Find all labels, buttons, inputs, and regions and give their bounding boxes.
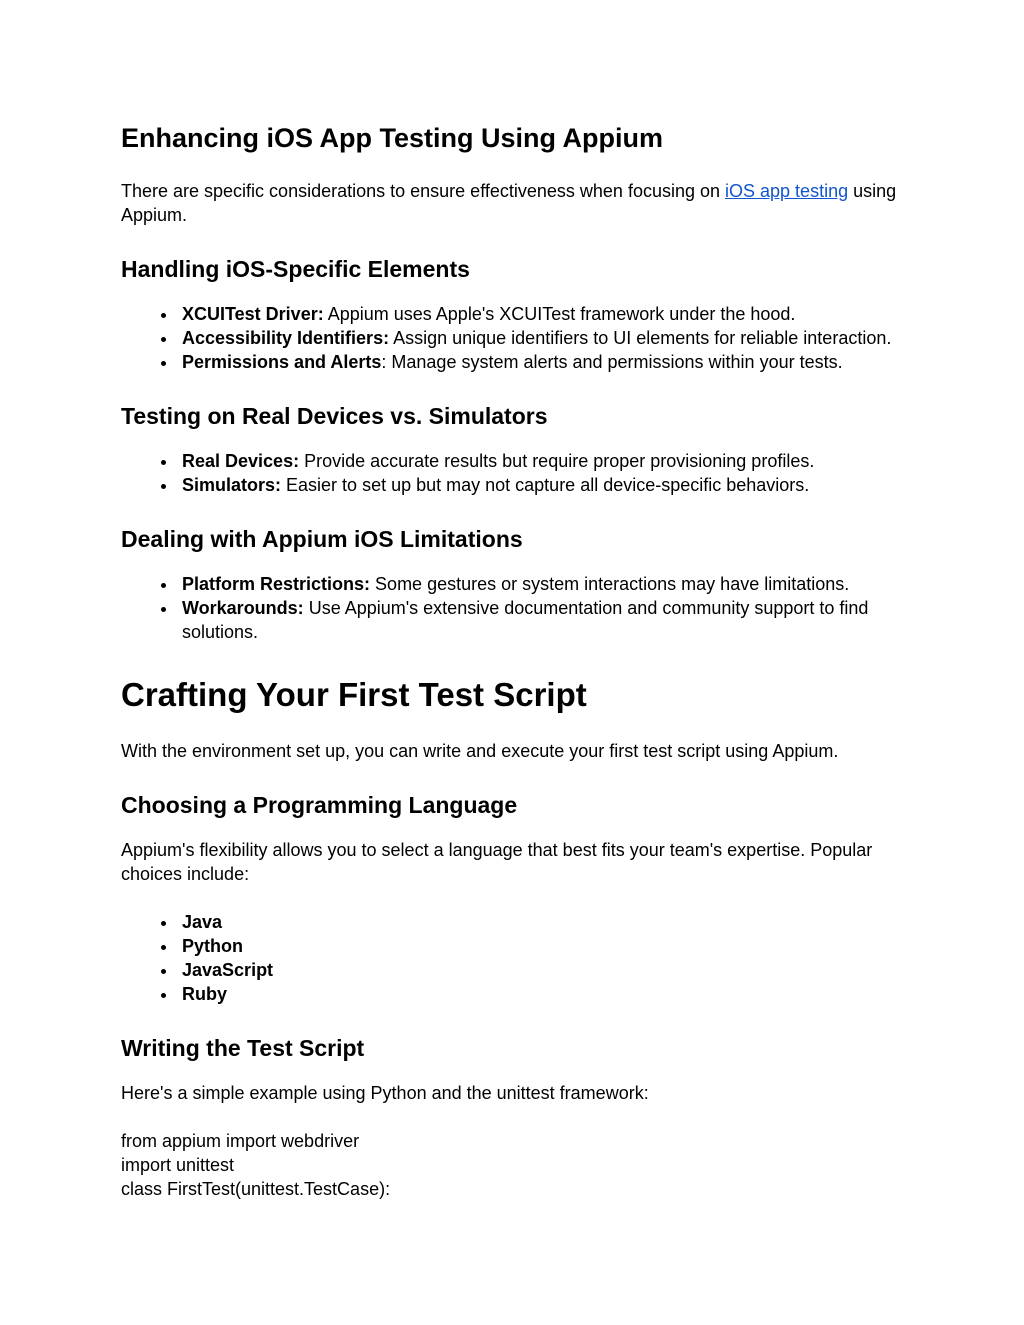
list-item — [178, 449, 904, 473]
list-item-bold-lead: Real Devices: — [182, 451, 300, 471]
chapter-intro-paragraph: With the environment set up, you can write and execute your first test script using Appium. — [121, 741, 839, 761]
list-item-text: Provide accurate results but require proper provisioning profiles. — [299, 451, 815, 471]
list-item — [178, 473, 904, 497]
list-item — [178, 982, 904, 1006]
list-item-text: Appium uses Apple's XCUITest framework under the hood. — [323, 304, 796, 324]
list-item — [178, 934, 904, 958]
list-item-bold-lead: XCUITest Driver: — [182, 304, 324, 324]
intro-paragraph — [121, 179, 904, 227]
code-line: class FirstTest(unittest.TestCase): — [121, 1179, 391, 1199]
list-item-text: : Manage system alerts and permissions within your tests. — [381, 352, 843, 372]
code-line: from appium import webdriver — [121, 1131, 360, 1151]
language-name: Python — [182, 936, 243, 956]
list-item — [178, 326, 904, 350]
section-heading-handling-ios-elements: Handling iOS-Specific Elements — [121, 256, 470, 282]
section-heading-choosing-language: Choosing a Programming Language — [121, 792, 518, 818]
language-name: Ruby — [182, 984, 227, 1004]
list-item-text: Assign unique identifiers to UI elements for reliable interaction. — [389, 328, 892, 348]
intro-text-post: using Appium. — [121, 181, 897, 225]
list-item-bold-lead: Simulators: — [182, 475, 282, 495]
list-item — [178, 572, 904, 596]
code-snippet — [121, 1129, 904, 1201]
list-item-bold-lead: Accessibility Identifiers: — [182, 328, 390, 348]
section-heading-real-devices-vs-simulators: Testing on Real Devices vs. Simulators — [121, 403, 548, 429]
bullet-list-languages — [121, 910, 904, 1006]
bullet-list-limitations — [121, 572, 904, 644]
list-item-text: Some gestures or system interactions may have limitations. — [370, 574, 850, 594]
language-body-paragraph: Appium's flexibility allows you to select a language that best fits your team's expertise. Popular choices include: — [121, 840, 873, 884]
bullet-list-ios-elements — [121, 302, 904, 374]
list-item-bold-lead: Platform Restrictions: — [182, 574, 371, 594]
section-heading-appium-ios-limitations: Dealing with Appium iOS Limitations — [121, 526, 523, 552]
list-item — [178, 958, 904, 982]
list-item — [178, 302, 904, 326]
language-name: Java — [182, 912, 223, 932]
code-line: import unittest — [121, 1155, 235, 1175]
list-item-bold-lead: Permissions and Alerts — [182, 352, 382, 372]
list-item-text: Use Appium's extensive documentation and community support to find solutions. — [182, 598, 869, 642]
intro-text-pre: There are specific considerations to ensure effectiveness when focusing on — [121, 181, 726, 201]
language-name: JavaScript — [182, 960, 274, 980]
list-item-text: Easier to set up but may not capture all device-specific behaviors. — [281, 475, 810, 495]
chapter-title-crafting-first-test-script: Crafting Your First Test Script — [121, 676, 587, 713]
script-body-paragraph: Here's a simple example using Python and the unittest framework: — [121, 1083, 649, 1103]
list-item — [178, 596, 904, 644]
list-item — [178, 350, 904, 374]
list-item — [178, 910, 904, 934]
doc-title: Enhancing iOS App Testing Using Appium — [121, 123, 663, 153]
list-item-bold-lead: Workarounds: — [182, 598, 304, 618]
bullet-list-devices — [121, 449, 904, 497]
ios-app-testing-link[interactable]: iOS app testing — [725, 181, 849, 201]
section-heading-writing-test-script: Writing the Test Script — [121, 1035, 365, 1061]
